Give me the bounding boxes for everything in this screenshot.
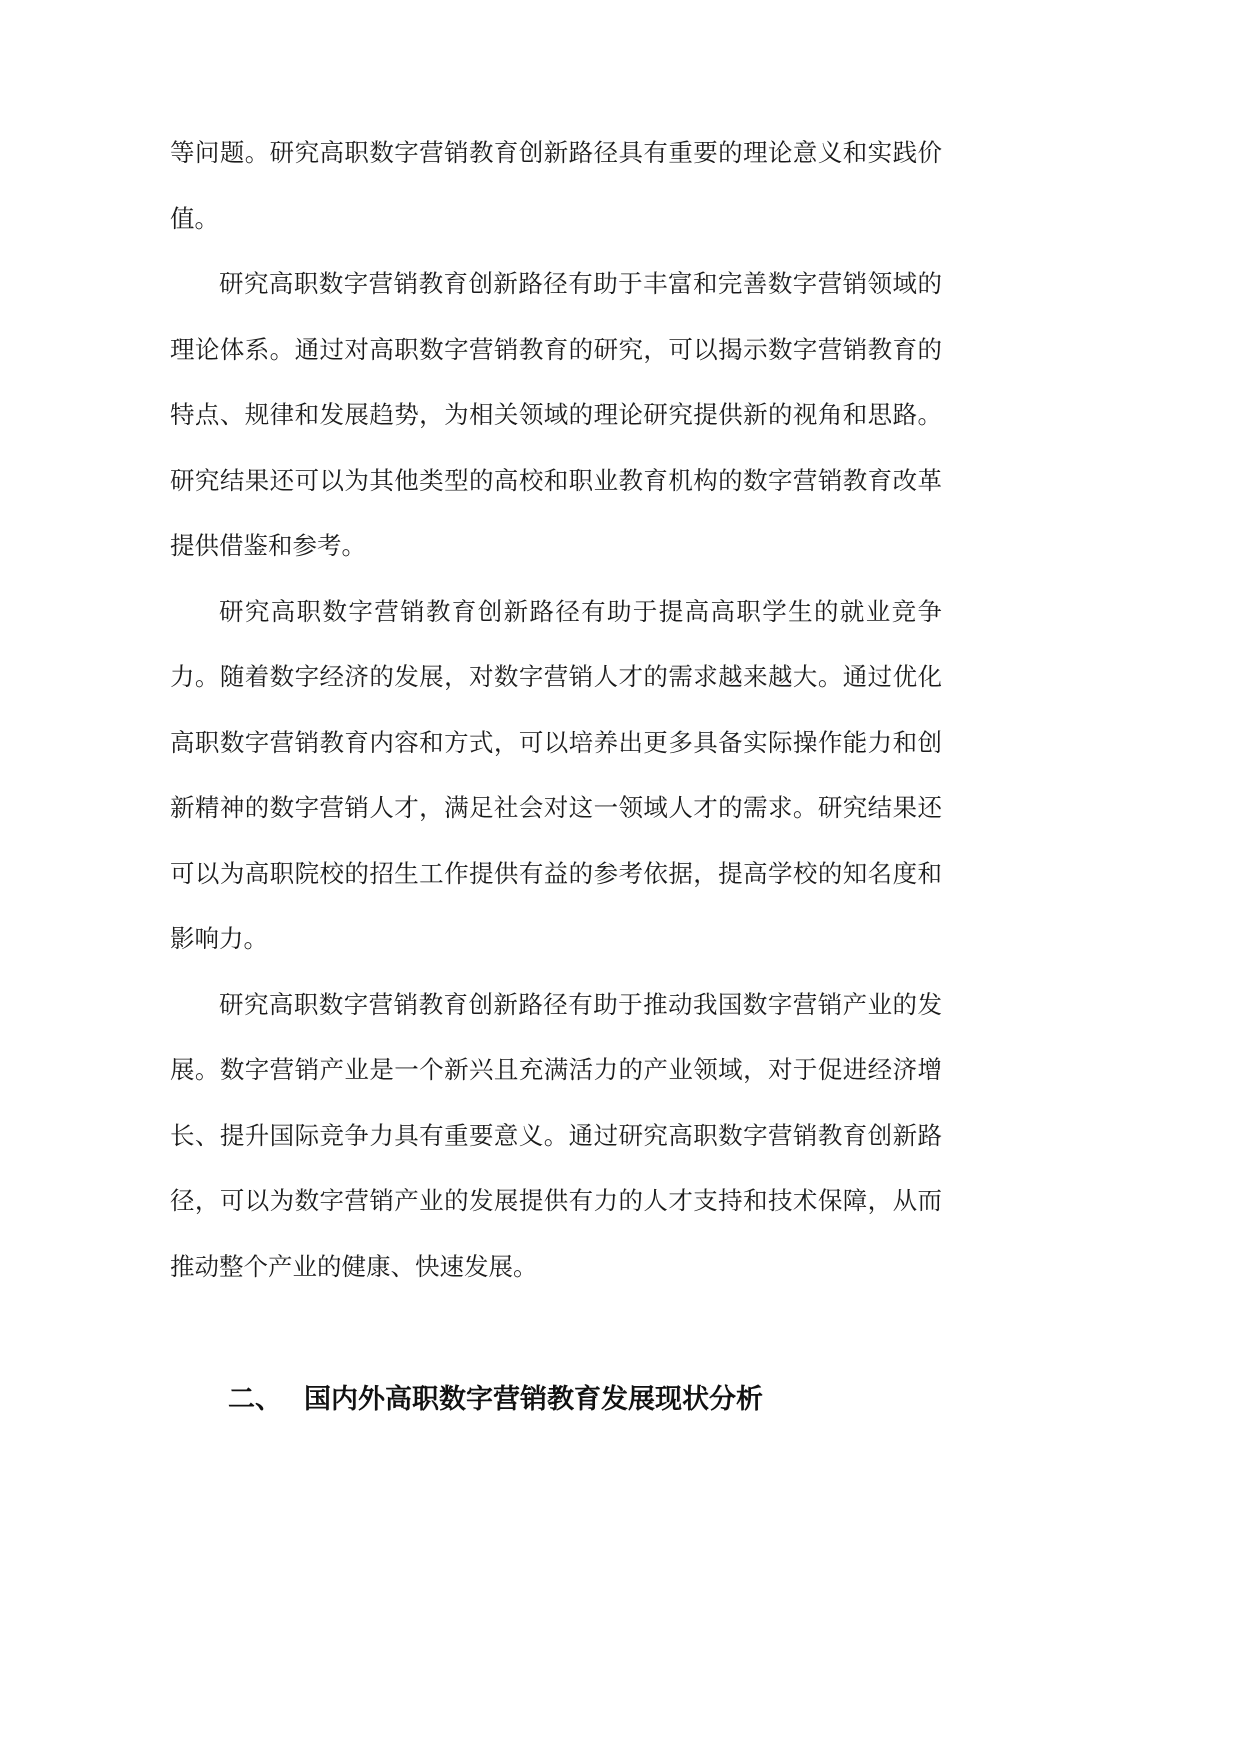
- paragraph-employment-competitiveness: 研究高职数字营销教育创新路径有助于提高高职学生的就业竞争力。随着数字经济的发展，对数字营销人才的需求越来越大。通过优化高职数字营销教育内容和方式，可以培养出更多具备实际操作能力和创新精神的数字营销人才，满足社会对这一领域人才的需求。研究结果还可以为高职院校的招生工作提供有益的参考依据，提高学校的知名度和影响力。: [170, 596, 942, 953]
- paragraph-theoretical-significance: 研究高职数字营销教育创新路径有助于丰富和完善数字营销领域的理论体系。通过对高职数字营销教育的研究，可以揭示数字营销教育的特点、规律和发展趋势，为相关领域的理论研究提供新的视角和思路。研究结果还可以为其他类型的高校和职业教育机构的数字营销教育改革提供借鉴和参考。: [170, 269, 942, 560]
- paragraph-continuation: 等问题。研究高职数字营销教育创新路径具有重要的理论意义和实践价值。: [170, 138, 942, 233]
- paragraph-industry-development: 研究高职数字营销教育创新路径有助于推动我国数字营销产业的发展。数字营销产业是一个新兴且充满活力的产业领域，对于促进经济增长、提升国际竞争力具有重要意义。通过研究高职数字营销教育创新路径，可以为数字营销产业的发展提供有力的人才支持和技术保障，从而推动整个产业的健康、快速发展。: [170, 989, 942, 1281]
- section-heading: [228, 1380, 928, 1420]
- section-heading-number: 二、: [228, 1384, 282, 1415]
- section-heading-title: 国内外高职数字营销教育发展现状分析: [304, 1384, 763, 1415]
- body-text: [170, 120, 942, 1299]
